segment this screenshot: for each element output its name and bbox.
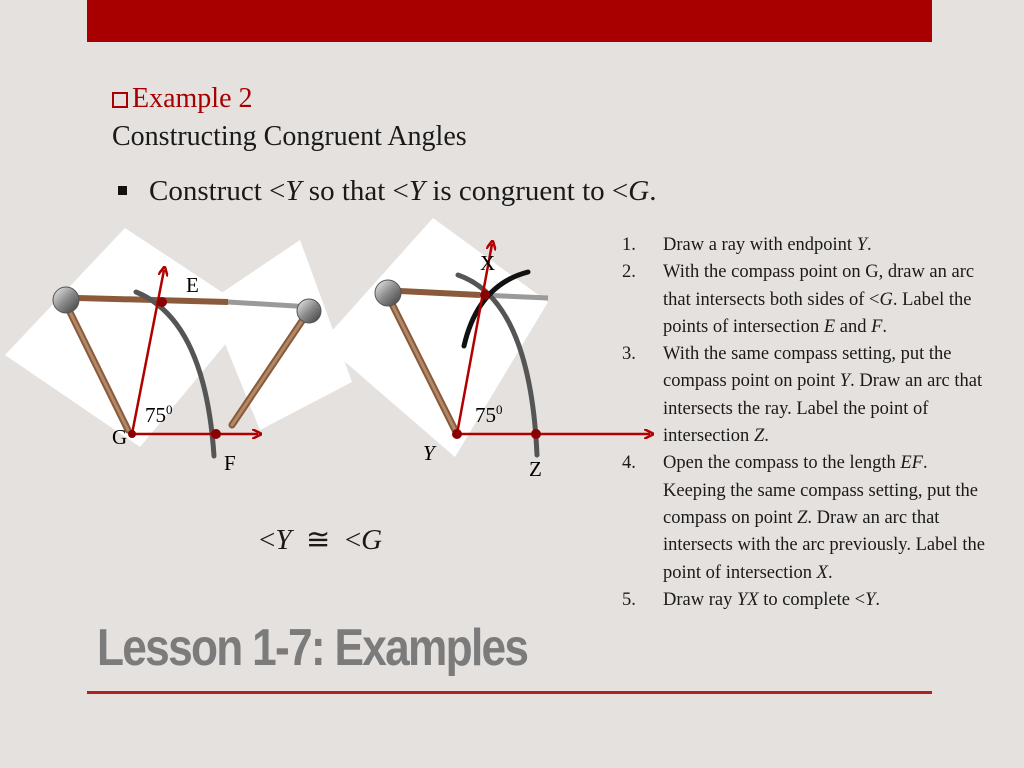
lesson-title: Lesson 1-7: Examples — [97, 619, 528, 677]
step-item — [622, 232, 992, 259]
step-number: 1. — [622, 235, 636, 255]
point-g — [128, 430, 136, 438]
label-g: G — [112, 425, 128, 449]
step-text: . — [764, 426, 769, 447]
step-text: to complete < — [758, 589, 866, 610]
point-z — [531, 429, 541, 439]
step-text: . Draw an arc that intersects with the arc previously. Label the point of intersection — [663, 507, 985, 583]
step-number: 3. — [622, 344, 636, 365]
step-text: . Label the points of intersection — [663, 289, 972, 337]
step-text: and — [835, 316, 872, 337]
left-angle-label: $75^0$ — [145, 402, 173, 427]
congruence-lt-2: < — [344, 524, 362, 556]
point-x — [480, 290, 490, 300]
label-f: F — [224, 451, 236, 475]
step-text: E — [823, 316, 836, 337]
example-text: Example 2 — [132, 83, 253, 114]
step-text: Z — [753, 426, 765, 447]
bullet-var-y1: Y — [285, 175, 302, 207]
step-text: . — [827, 562, 833, 583]
slide-subtitle: Constructing Congruent Angles — [112, 121, 467, 152]
step-item — [622, 450, 992, 586]
point-f — [211, 429, 221, 439]
step-text: . — [866, 235, 872, 255]
step-text: Y — [839, 371, 851, 392]
congruence-y: Y — [275, 524, 292, 556]
step-text: . Keeping the same compass setting, put the compass on point — [663, 453, 978, 528]
step-text: . Draw an arc that intersects the ray. Label the point of intersection — [663, 371, 983, 447]
label-e: E — [186, 273, 199, 297]
bullet-text-4: . — [649, 175, 657, 207]
bullet-var-g: G — [628, 175, 650, 207]
step-text: Draw a ray with endpoint — [663, 235, 857, 255]
congruence-statement — [259, 522, 382, 557]
step-text: EF — [900, 453, 923, 474]
bullet-text-3: is congruent to < — [425, 175, 629, 207]
step-text: YX — [736, 589, 759, 610]
label-x: X — [480, 251, 496, 275]
step-number: 2. — [622, 262, 636, 283]
step-item — [622, 587, 992, 614]
steps-list — [622, 232, 992, 614]
right-angle-label: $75^0$ — [475, 402, 503, 427]
step-text: X — [816, 562, 828, 583]
step-text: Y — [865, 589, 876, 610]
step-text: With the compass point on G, draw an arc that intersects both sides of < — [663, 262, 975, 310]
step-text: G — [879, 289, 893, 310]
step-text: . — [875, 589, 880, 610]
step-text: Y — [856, 235, 867, 255]
left-compass-image — [5, 228, 352, 447]
congruent-symbol: ≅ — [306, 524, 331, 556]
label-y: Y — [423, 441, 435, 465]
step-text: . — [882, 316, 888, 337]
bottom-rule — [87, 691, 932, 694]
step-item — [622, 341, 992, 450]
bullet-text-1: Construct < — [149, 175, 286, 207]
point-y — [452, 429, 462, 439]
congruence-g: G — [361, 524, 383, 556]
point-e — [157, 297, 167, 307]
label-z: Z — [529, 457, 542, 481]
step-number: 5. — [622, 589, 636, 610]
bullet-var-y2: Y — [408, 175, 426, 207]
step-item — [622, 259, 992, 341]
step-number: 4. — [622, 453, 636, 474]
step-text: With the same compass setting, put the compass point on point — [663, 344, 952, 392]
bullet-text-2: so that < — [301, 175, 409, 207]
step-text: Draw ray — [663, 589, 737, 610]
step-text: Z — [797, 507, 808, 528]
congruence-lt-1: < — [259, 524, 276, 556]
step-text: F — [871, 316, 883, 337]
step-text: Open the compass to the length — [663, 453, 901, 474]
